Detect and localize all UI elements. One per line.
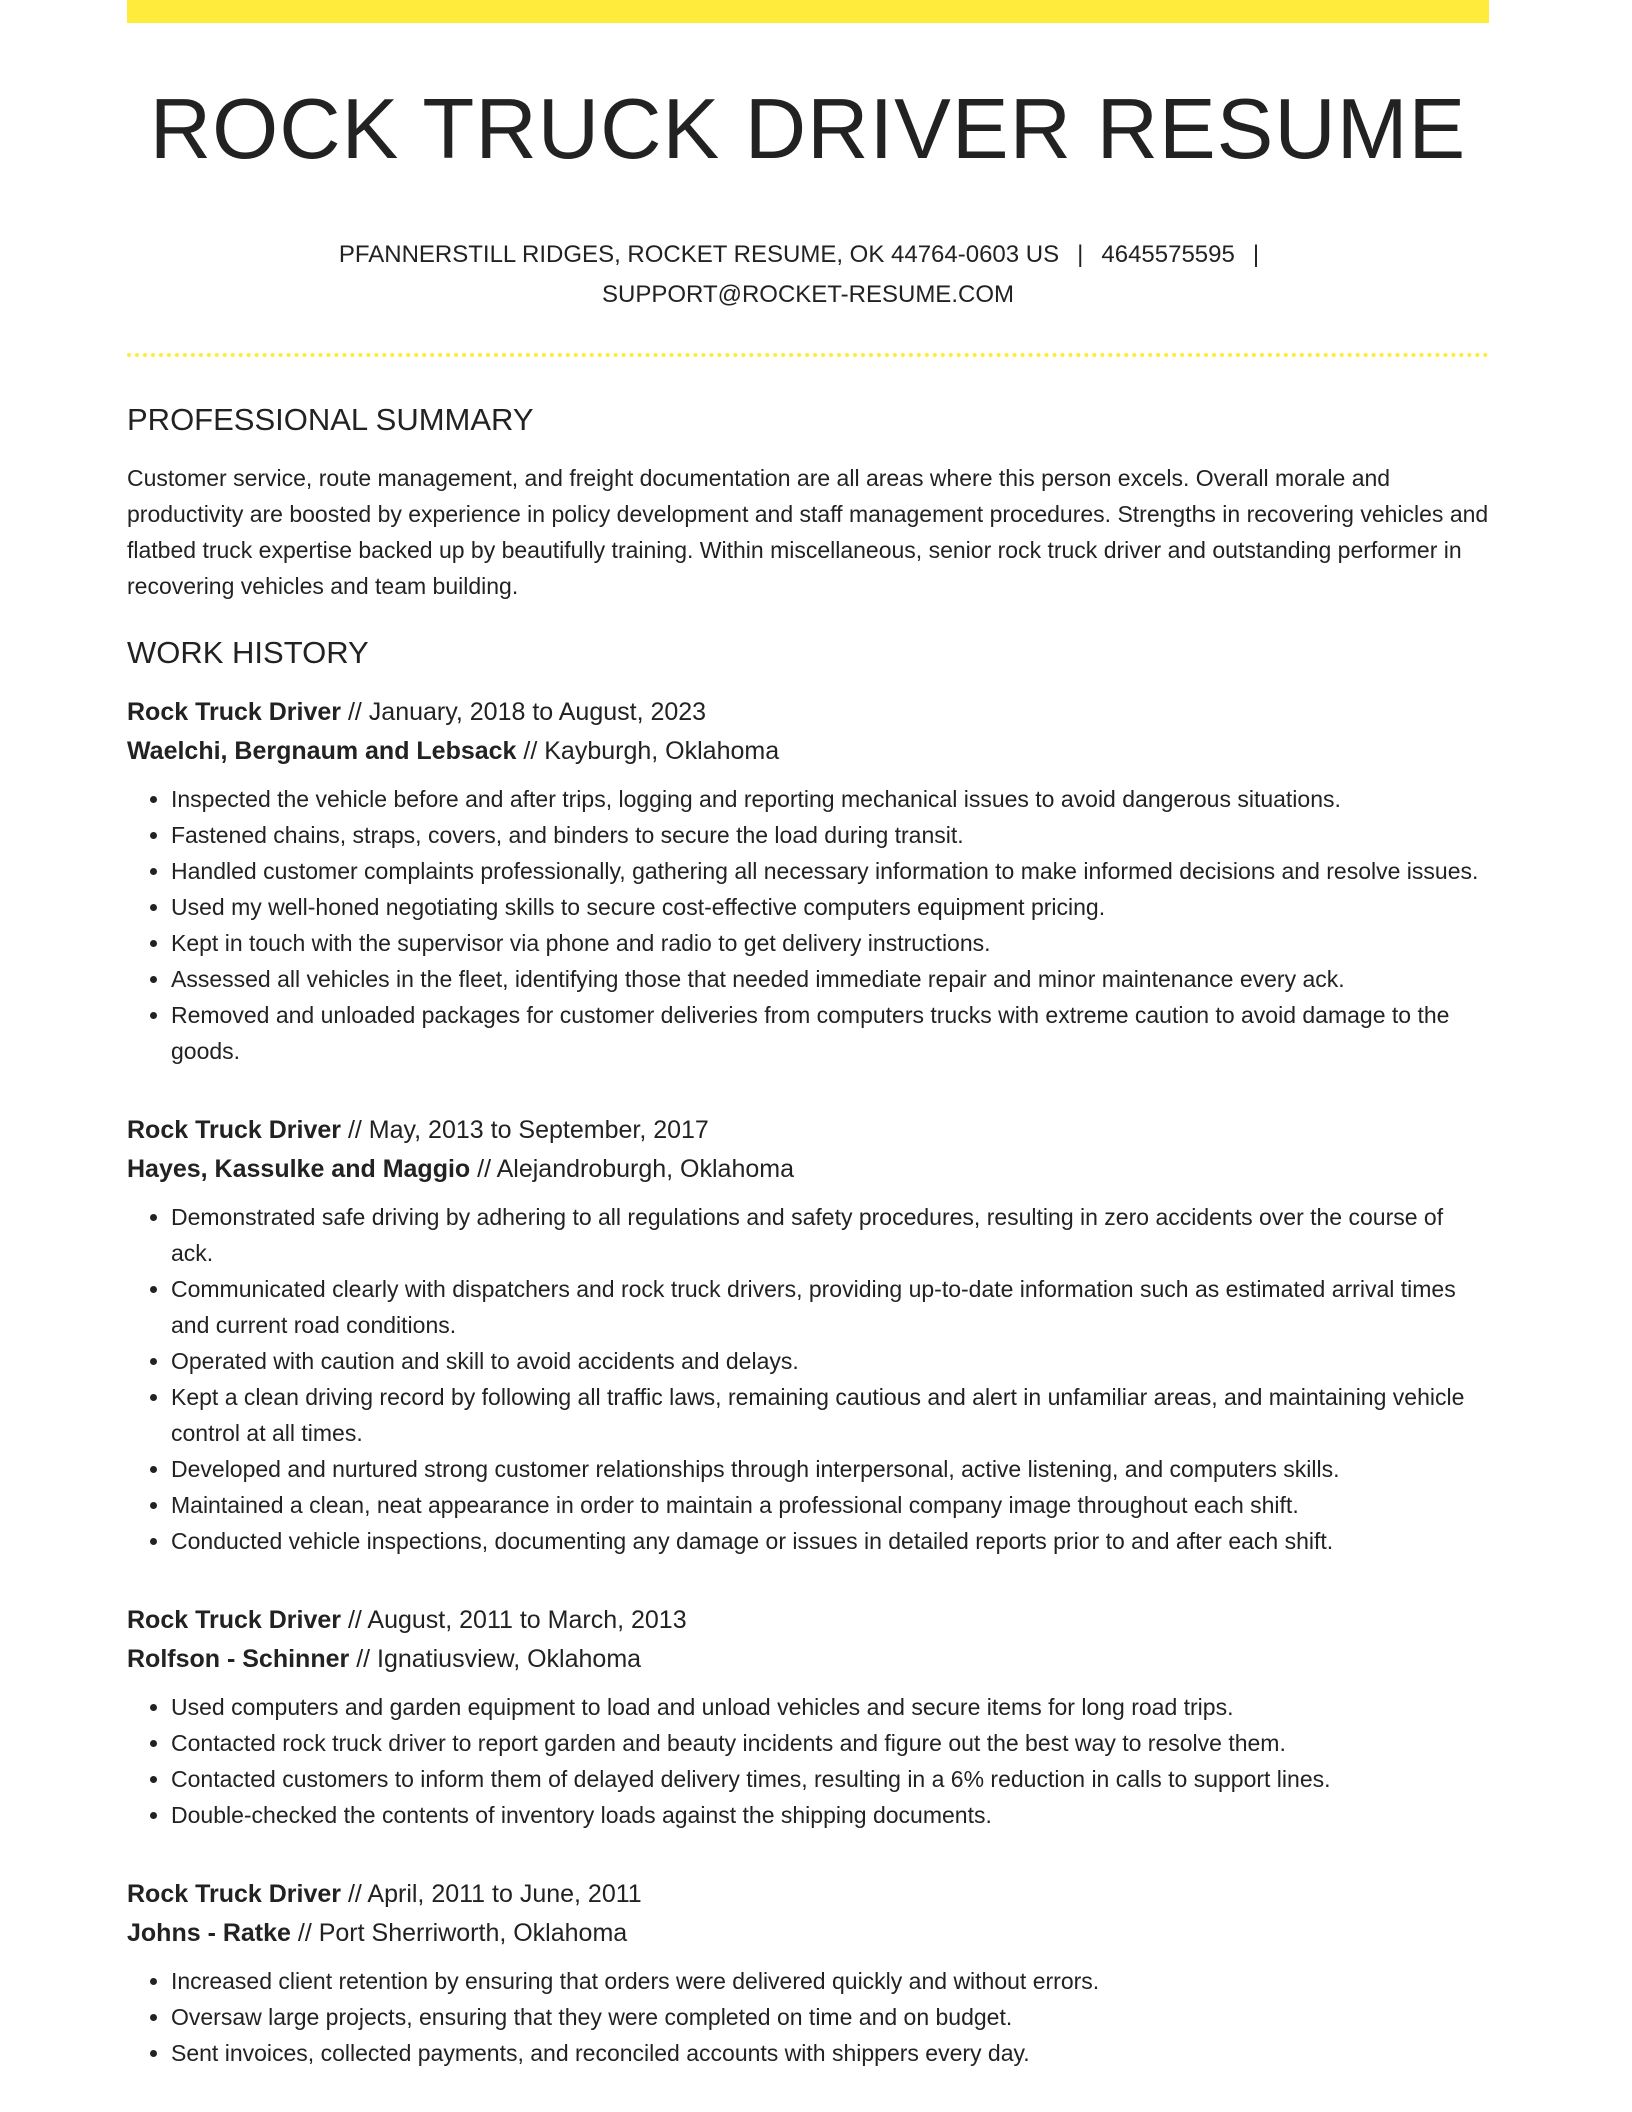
job-entry — [127, 1111, 1489, 1559]
bullet-item: • Used computers and garden equipment to load and unload vehicles and secure items for long road trips. — [171, 1689, 1489, 1725]
bullet-item: • Increased client retention by ensuring that orders were delivered quickly and without errors. — [171, 1963, 1489, 1999]
address: PFANNERSTILL RIDGES, ROCKET RESUME, OK 44764-0603 US — [338, 240, 1060, 268]
job-title: Rock Truck Driver — [127, 1605, 341, 1634]
accent-bar — [127, 0, 1489, 23]
bullet-item: • Oversaw large projects, ensuring that they were completed on time and on budget. — [171, 1999, 1489, 2035]
job-title-line — [127, 1601, 1489, 1640]
bullet-item: • Kept a clean driving record by following all traffic laws, remaining cautious and alert in unfamiliar areas, and maintaining vehicle control at all times. — [171, 1379, 1489, 1451]
bullet-item: • Developed and nurtured strong customer relationships through interpersonal, active listening, and computers skills. — [171, 1451, 1489, 1487]
resume-title: ROCK TRUCK DRIVER RESUME — [149, 82, 1467, 177]
job-bullets — [127, 1963, 1489, 2071]
job-entry — [127, 1875, 1489, 2071]
job-dates: // May, 2013 to September, 2017 — [347, 1115, 709, 1144]
resume-page — [127, 0, 1489, 2071]
job-company: Rolfson - Schinner — [127, 1644, 350, 1673]
bullet-item: • Used my well-honed negotiating skills to secure cost-effective computers equipment pricing. — [171, 889, 1489, 925]
section-title-summary: PROFESSIONAL SUMMARY — [127, 401, 534, 437]
job-title-line — [127, 1875, 1489, 1914]
contact-line-2 — [127, 275, 1489, 315]
job-company-line — [127, 1640, 1489, 1679]
job-dates: // August, 2011 to March, 2013 — [347, 1605, 687, 1634]
bullet-item: • Handled customer complaints professionally, gathering all necessary information to make informed decisions and resolve issues. — [171, 853, 1489, 889]
job-dates: // April, 2011 to June, 2011 — [347, 1879, 642, 1908]
bullet-item: • Inspected the vehicle before and after trips, logging and reporting mechanical issues to avoid dangerous situations. — [171, 781, 1489, 817]
bullet-item: • Demonstrated safe driving by adhering to all regulations and safety procedures, resulting in zero accidents over the course of ack. — [171, 1199, 1489, 1271]
job-company-line — [127, 1150, 1489, 1189]
job-location: // Kayburgh, Oklahoma — [523, 736, 780, 765]
job-title: Rock Truck Driver — [127, 697, 341, 726]
job-location: // Ignatiusview, Oklahoma — [356, 1644, 642, 1673]
job-company: Waelchi, Bergnaum and Lebsack — [127, 736, 517, 765]
job-entry — [127, 1601, 1489, 1833]
job-bullets — [127, 1689, 1489, 1833]
job-location: // Alejandroburgh, Oklahoma — [477, 1154, 794, 1183]
job-entry — [127, 693, 1489, 1069]
contact-info — [127, 235, 1489, 315]
job-company: Hayes, Kassulke and Maggio — [127, 1154, 471, 1183]
bullet-item: • Fastened chains, straps, covers, and binders to secure the load during transit. — [171, 817, 1489, 853]
bullet-item: • Operated with caution and skill to avoid accidents and delays. — [171, 1343, 1489, 1379]
bullet-item: • Double-checked the contents of inventory loads against the shipping documents. — [171, 1797, 1489, 1833]
dotted-divider — [127, 353, 1489, 357]
bullet-item: • Removed and unloaded packages for customer deliveries from computers trucks with extreme caution to avoid damage to the goods. — [171, 997, 1489, 1069]
bullet-item: • Conducted vehicle inspections, documenting any damage or issues in detailed reports prior to and after each shift. — [171, 1523, 1489, 1559]
contact-line-1 — [127, 235, 1489, 275]
job-title: Rock Truck Driver — [127, 1115, 341, 1144]
bullet-item: • Contacted customers to inform them of delayed delivery times, resulting in a 6% reduction in calls to support lines. — [171, 1761, 1489, 1797]
separator: | — [1077, 240, 1084, 268]
bullet-item: • Sent invoices, collected payments, and reconciled accounts with shippers every day. — [171, 2035, 1489, 2071]
job-title: Rock Truck Driver — [127, 1879, 341, 1908]
summary-text: Customer service, route management, and freight documentation are all areas where this person excels. Overall morale and productivity are boosted by experience in policy development and staff management procedures. Strengths in recovering vehicles and flatbed truck expertise backed up by beautifully training. Within miscellaneous, senior rock truck driver and outstanding performer in recovering vehicles and team building. — [127, 464, 1489, 599]
phone: 4645575595 — [1101, 240, 1235, 268]
bullet-item: • Contacted rock truck driver to report garden and beauty incidents and figure out the best way to resolve them. — [171, 1725, 1489, 1761]
bullet-item: • Communicated clearly with dispatchers and rock truck drivers, providing up-to-date information such as estimated arrival times and current road conditions. — [171, 1271, 1489, 1343]
job-bullets — [127, 781, 1489, 1069]
work-history-list — [127, 693, 1489, 2071]
job-company-line — [127, 1914, 1489, 1953]
job-location: // Port Sherriworth, Oklahoma — [297, 1918, 628, 1947]
bullet-item: • Assessed all vehicles in the fleet, identifying those that needed immediate repair and minor maintenance every ack. — [171, 961, 1489, 997]
job-title-line — [127, 1111, 1489, 1150]
job-dates: // January, 2018 to August, 2023 — [347, 697, 707, 726]
job-bullets — [127, 1199, 1489, 1559]
email: SUPPORT@ROCKET-RESUME.COM — [602, 280, 1014, 308]
bullet-item: • Maintained a clean, neat appearance in order to maintain a professional company image throughout each shift. — [171, 1487, 1489, 1523]
job-company-line — [127, 732, 1489, 771]
section-title-work-history: WORK HISTORY — [127, 634, 369, 670]
separator: | — [1252, 240, 1260, 268]
job-company: Johns - Ratke — [127, 1918, 291, 1947]
bullet-item: • Kept in touch with the supervisor via phone and radio to get delivery instructions. — [171, 925, 1489, 961]
job-title-line — [127, 693, 1489, 732]
